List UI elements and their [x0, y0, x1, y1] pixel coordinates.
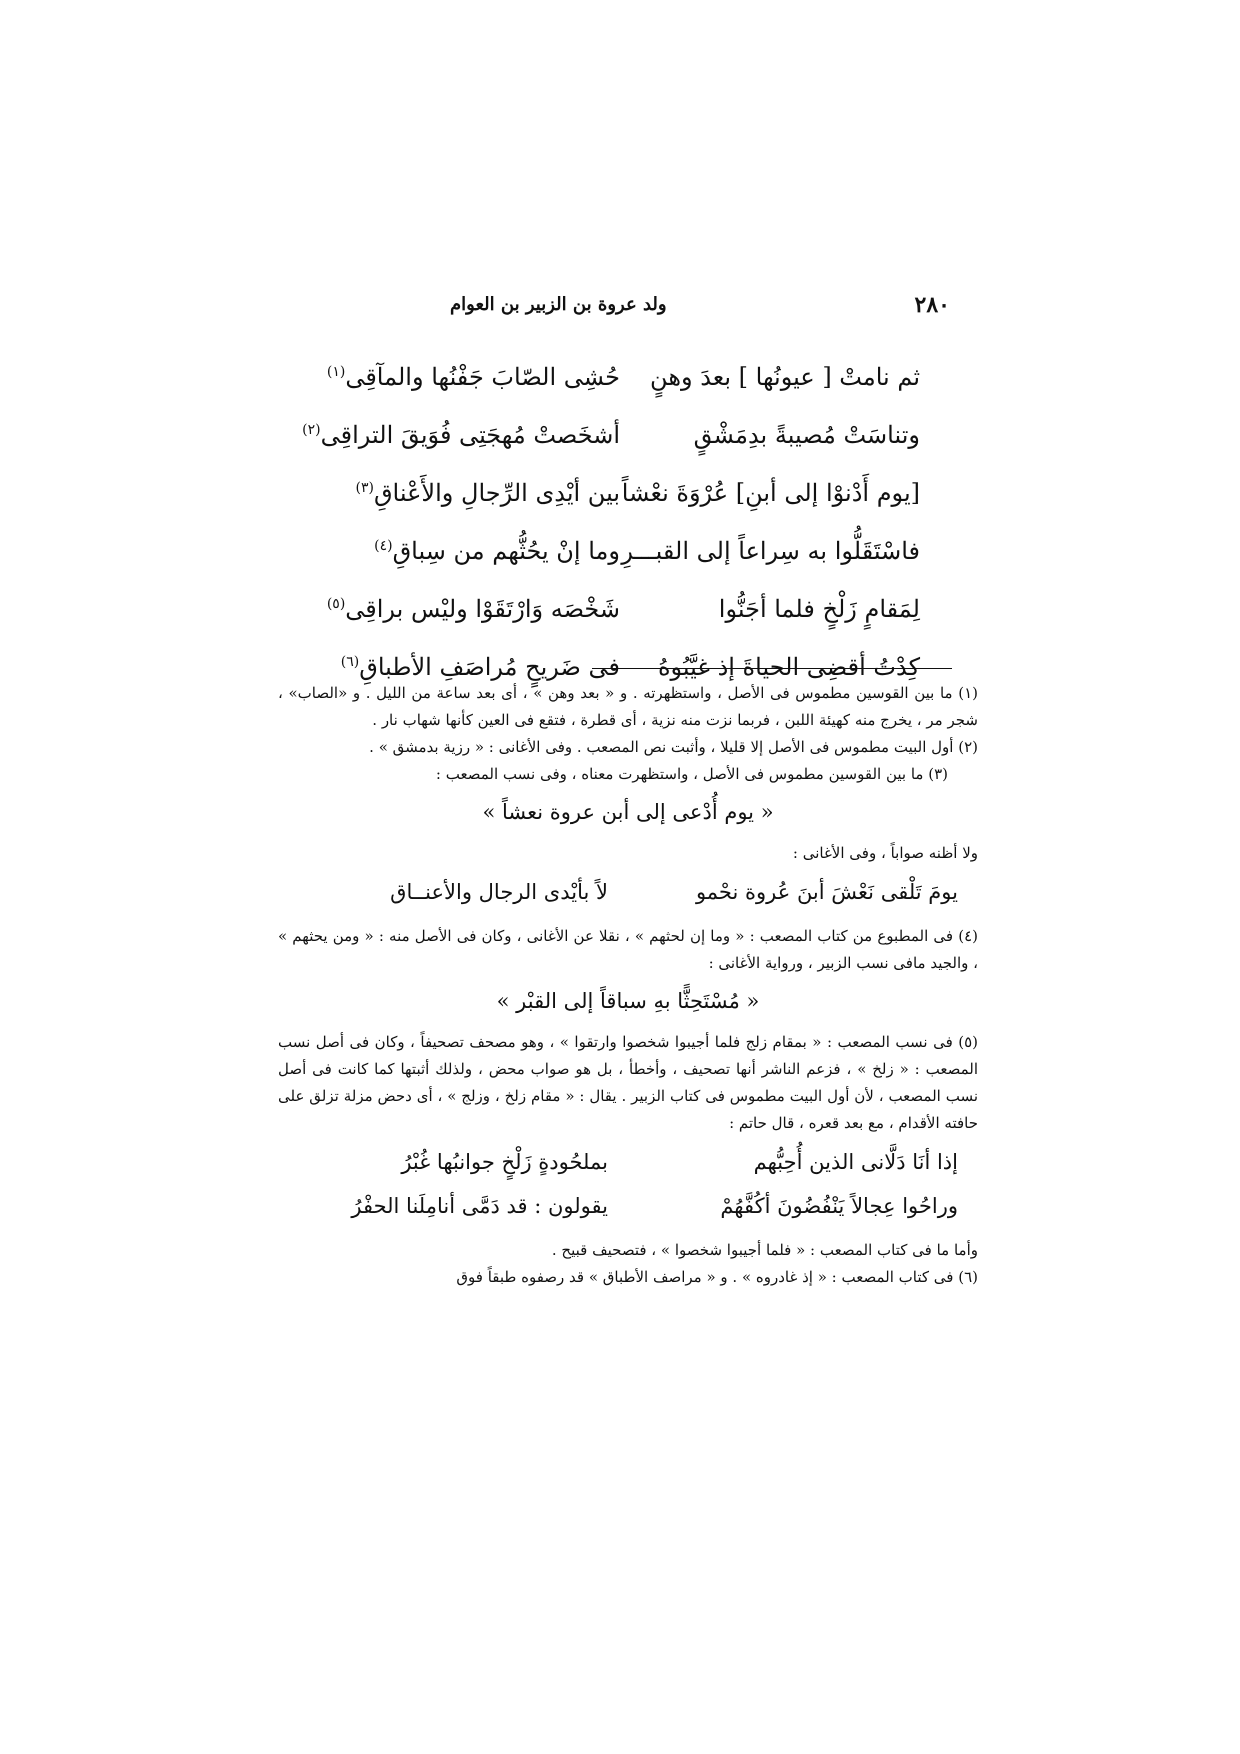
verse-second-hemistich [300, 595, 620, 623]
verse-second-hemistich [300, 479, 620, 507]
hemistich-text: أشخَصتْ مُهجَتِى فُوَيقَ التراقِى [320, 421, 620, 449]
verse-first-hemistich: فاسْتَقَلُّوا به سِراعاً إلى القبـــرِ [621, 537, 920, 565]
verse-second-hemistich: لاً بأيْدى الرجال والأعنــاق [390, 880, 608, 904]
page-number: ٢٨٠ [914, 292, 950, 318]
footnote-5-verses [278, 1143, 978, 1231]
footnote-5: (٥) فى نسب المصعب : « بمقام زلج فلما أجيبوا شخصوا وارتقوا » ، وهو مصحف تصحيفاً ، وكان فى أصل نسب المصعب : « زلخ » ، فزعم الناشر أنها تصحيف ، وأخطأ ، بل هو صواب محض ، ولذلك أثبتها كما كانت فى أصل نسب المصعب ، لأن أول البيت مطموس فى كتاب الزبير . يقال : « مقام زلخ ، وزلج » ، أى دحض مزلة تزلق على حافته الأقدام ، مع بعد قعره ، قال حاتم : [278, 1033, 978, 1132]
verse-second-hemistich [300, 421, 620, 449]
hemistich-text: بين أيْدِى الرِّجالِ والأَعْناقِ [373, 479, 620, 507]
footnote-5-verse-2 [278, 1187, 978, 1231]
footnote-4: (٤) فى المطبوع من كتاب المصعب : « وما إن لحثهم » ، نقلا عن الأغانى ، وكان فى الأصل منه : « ومن يحثهم » ، والجيد مافى نسب الزبير ، ورواية الأغانى : [278, 927, 978, 972]
poem [300, 355, 920, 703]
verse-first-hemistich: وراحُوا عِجالاً يَنْفُضُونَ أكُفَّهُمْ [720, 1194, 958, 1218]
verse-3 [300, 471, 920, 529]
verse-first-hemistich: لِمَقامٍ زَلْخٍ فلما أجَنُّوا [718, 595, 920, 623]
running-header [300, 292, 950, 332]
footnote-divider [592, 668, 952, 669]
footnote-marker: (٤) [374, 538, 393, 554]
footnote-6: (٦) فى كتاب المصعب : « إذ غادروه » . و « مراصف الأطباق » قد رصفوه طبقاً فوق [456, 1268, 978, 1286]
verse-1 [300, 355, 920, 413]
verse-first-hemistich: يومَ تَلْقى نَعْشَ أبنَ عُروة نحْمو [695, 880, 958, 904]
footnote-marker: (٥) [326, 596, 346, 612]
hemistich-text: حُشِى الصّابَ جَفْنُها والمآقِى [345, 363, 620, 391]
footnote-marker: (٢) [302, 422, 321, 438]
verse-2 [300, 413, 920, 471]
running-title: ولد عروة بن الزبير بن العوام [450, 294, 667, 315]
hemistich-text: شَخْصَه وَارْتَقَوْا وليْس براقِى [345, 595, 620, 623]
footnote-3: (٣) ما بين القوسين مطموس فى الأصل ، واستظهرت معناه ، وفى نسب المصعب : [435, 765, 948, 783]
verse-4 [300, 529, 920, 587]
footnote-marker: (٣) [355, 480, 374, 496]
footnote-marker: (١) [326, 364, 346, 380]
footnotes [278, 680, 978, 1291]
verse-second-hemistich [300, 537, 620, 565]
footnote-5-continuation: وأما ما فى كتاب المصعب : « فلما أجيبوا شخصوا » ، فتصحيف قبيح . [551, 1241, 978, 1259]
footnote-2: (٢) أول البيت مطموس فى الأصل إلا قليلا ، وأثبت نص المصعب . وفى الأغانى : « رزية بدمشق » . [369, 738, 978, 756]
verse-first-hemistich: [يوم أَدْنوْا إلى أبنِ] عُرْوَةَ نعْشاً [621, 479, 920, 507]
verse-first-hemistich: إذا أنَا دَلَّانى الذين أُحِبُّهم [753, 1150, 958, 1174]
footnote-3-continuation: ولا أظنه صواباً ، وفى الأغانى : [792, 844, 978, 862]
footnote-1: (١) ما بين القوسين مطموس فى الأصل ، واستظهرته . و « بعد وهن » ، أى بعد ساعة من الليل . و «الصاب» ، شجر مر ، يخرج منه كهيئة اللبن ، فربما نزت منه نزية ، أى قطرة ، فتقع فى العين كأنها شهاب نار . [278, 684, 978, 729]
hemistich-text: وما إنْ يحُثُّهم من سِباقِ [392, 537, 620, 565]
hemistich-text: فى ضَريحٍ مُراصَفِ الأطباقِ [359, 653, 620, 681]
verse-second-hemistich: بملحُودةٍ زَلْخٍ جوانبُها غُبْرُ [401, 1150, 608, 1174]
footnote-5-verse-1 [278, 1143, 978, 1187]
verse-first-hemistich: وتناسَتْ مُصيبةً بدِمَشْقٍ [693, 421, 920, 449]
verse-5 [300, 587, 920, 645]
footnote-3-verse [278, 873, 978, 917]
footnote-3-quote: « يوم أُدْعى إلى أبن عروة نعشاً » [482, 800, 774, 824]
verse-second-hemistich: يقولون : قد دَمَّى أنامِلَنا الحفْرُ [351, 1194, 608, 1218]
footnote-marker: (٦) [340, 654, 360, 670]
verse-second-hemistich [300, 653, 620, 681]
verse-first-hemistich: كِدْتُ أقضِى الحياةَ إذ غيَّبُوهُ [657, 653, 920, 681]
verse-second-hemistich [300, 363, 620, 391]
footnote-4-quote: « مُسْتَحِثًّا بهِ سباقاً إلى القبْر » [496, 989, 760, 1013]
verse-first-hemistich: ثم نامتْ [ عيونُها ] بعدَ وهنٍ [650, 363, 920, 391]
